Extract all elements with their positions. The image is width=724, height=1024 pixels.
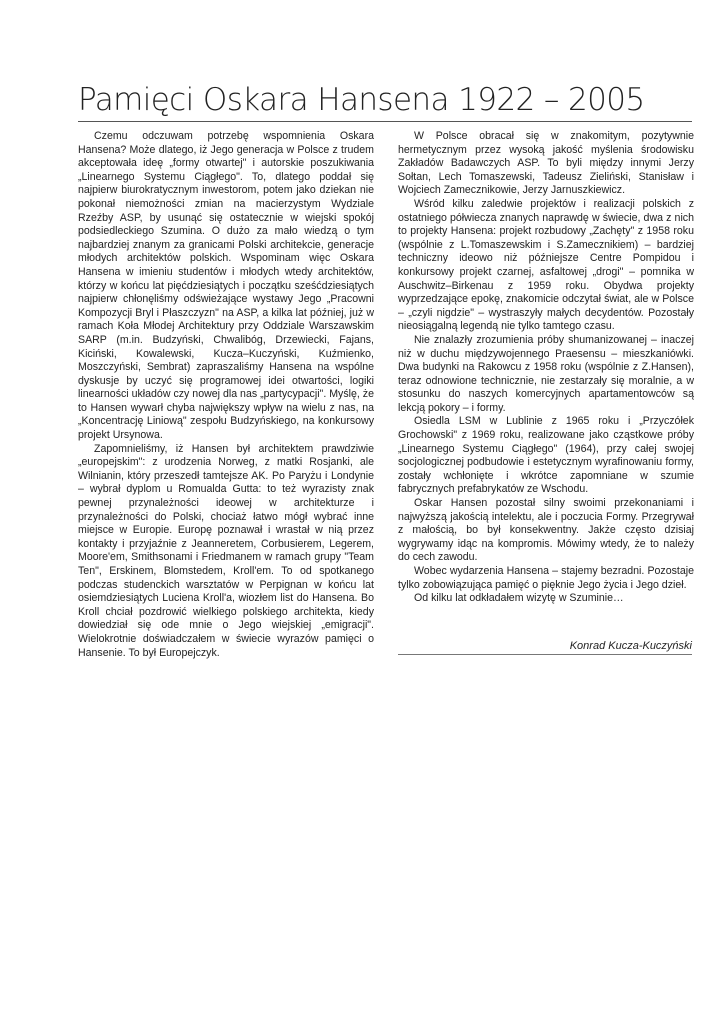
paragraph: Wśród kilku zaledwie projektów i realizacji polskich z ostatniego półwiecza znanych naprawdę w świecie, dwa z nich to projekty Hansena: projekt rozbudowy „Zachęty" z 1958 roku (wspólnie z L.Tomaszewskim i S.Zamecznikiem) – bardziej techniczny ideowo niż późniejsze Centre Pompidou i konkursowy projekt czarnej, asfaltowej „drogi" – pomnika w Auschwitz–Birkenau z 1959 roku. Obydwa projekty wyprzedzające epokę, znakomicie odczytał świat, ale w Polsce – „czyli nigdzie" – wystraszyły małych decydentów. Pozostały nieosiągalną legendą nie tylko tamtego czasu. [398, 197, 694, 333]
paragraph: W Polsce obracał się w znakomitym, pozytywnie hermetycznym przez wysoką jakość myślenia środowisku Zakładów Badawczych ASP. To byli między innymi Jerzy Sołtan, Lech Tomaszewski, Tadeusz Zieliński, Stanisław i Wojciech Zamecznikowie, Jerzy Jarnuszkiewicz. [398, 130, 694, 197]
article-title: Pamięci Oskara Hansena 1922 – 2005 [78, 82, 645, 118]
right-column [398, 130, 694, 606]
paragraph: Nie znalazły zrozumienia próby shumanizowanej – inaczej niż w duchu międzywojennego Praesensu – mieszkaniówki. Dwa budynki na Rakowcu z 1958 roku (wspólnie z Z.Hansen), teraz odnowione technicznie, nie zestarzały się moralnie, a w stosunku do naszych komercyjnych apartamentowców są lekcją pokory – i formy. [398, 333, 694, 414]
paragraph: Wobec wydarzenia Hansena – stajemy bezradni. Pozostaje tylko zobowiązująca pamięć o pięknie Jego życia i Jego dzieł. [398, 565, 694, 591]
title-rule [78, 121, 692, 122]
paragraph: Zapomnieliśmy, iż Hansen był architektem prawdziwie „europejskim": z urodzenia Norweg, z matki Rosjanki, ale Wilnianin, który przeszedł tamtejsze AK. Po Paryżu i Londynie – wybrał dyplom u Romualda Gutta: to też wyrazisty znak pewnej przynależności ideowej w architekturze i przynależności do Polski, chociaż łatwo mógł wybrać inne miejsce w Europie. Europę poznawał i wrastał w nią przez kontakty i przyjaźnie z Jeanneretem, Corbusierem, Legerem, Moore'em, Smithsonami i Friedmanem w ramach grupy "Team Ten", Erskinem, Blomstedem, Kroll'em. To od spotkanego podczas studenckich warsztatów w Perpignan w końcu lat osiemdziesiątych Luciena Kroll'a, wiozłem list do Hansena. Bo Kroll chciał pozdrowić wielkiego polskiego architekta, kiedy dowiedział się ode mnie o Jego wiejskiej „emigracji". Wielokrotnie doświadczałem w świecie wyrazów pamięci o Hansenie. To był Europejczyk. [78, 442, 374, 659]
left-column [78, 130, 374, 660]
paragraph: Czemu odczuwam potrzebę wspomnienia Oskara Hansena? Może dlatego, iż Jego generacja w Polsce z trudem akceptowała ideę „formy otwartej" i autorskie poszukiwania „Linearnego Systemu Ciągłego". To, dlatego poddał się najpierw biurokratycznym inwestorom, potem jako dziekan nie pokonał niemożności zmian na macierzystym Wydziale Rzeźby ASP, by usunąć się ostatecznie w wiejski spokój podsiedleckiego Szumina. O dużo za mało wiedzą o tym najbardziej znanym za granicami Polski architekcie, generacje młodych architektów polskich. Wspominam więc Oskara Hansena w imieniu studentów i młodych wtedy architektów, którzy w końcu lat pięćdziesiątych i początku sześćdziesiątych najpierw chłonęliśmy odświeżające wystawy Jego „Pracowni Kompozycji Bryl i Płaszczyzn" na ASP, a kilka lat później, już w ramach Koła Młodej Architektury przy Oddziale Warszawskim SARP (m.in. Budzyński, Chwalibóg, Drzewiecki, Fajans, Kiciński, Kowalewski, Kucza–Kuczyński, Kuźmienko, Moszczyński, Sembrat) zapraszaliśmy Hansena na wspólne dyskusje by uczyć się programowej idei otwartości, logiki linearności układów czy nowej dla nas „partycypacji". Myślę, że to Hansen wywarł chyba największy wpływ na wielu z nas, na „Koncentrację Liniową" zespołu Budzyńskiego, na konkursowy projekt Ursynowa. [78, 130, 374, 442]
paragraph: Od kilku lat odkładałem wizytę w Szuminie… [414, 592, 624, 605]
author-signature: Konrad Kucza-Kuczyński [569, 640, 692, 652]
signature-rule [398, 654, 692, 655]
paragraph: Oskar Hansen pozostał silny swoimi przekonaniami i najwyższą jakością intelektu, ale i poczucia Formy. Przegrywał z małością, bo był konsekwentny. Jakże często dzisiaj wygrywamy idąc na kompromis. Mówimy wtedy, że to należy do cech zawodu. [398, 497, 694, 564]
paragraph: Osiedla LSM w Lublinie z 1965 roku i „Przyczółek Grochowski" z 1969 roku, realizowane jako cząstkowe próby „Linearnego Systemu Ciągłego" (1964), przy całej swojej socjologicznej podbudowie i estetycznym wyrafinowaniu formy, zostały wchłonięte i wkrótce zapomniane w szumie fabrycznych prefabrykatów ze Wschodu. [398, 415, 694, 496]
